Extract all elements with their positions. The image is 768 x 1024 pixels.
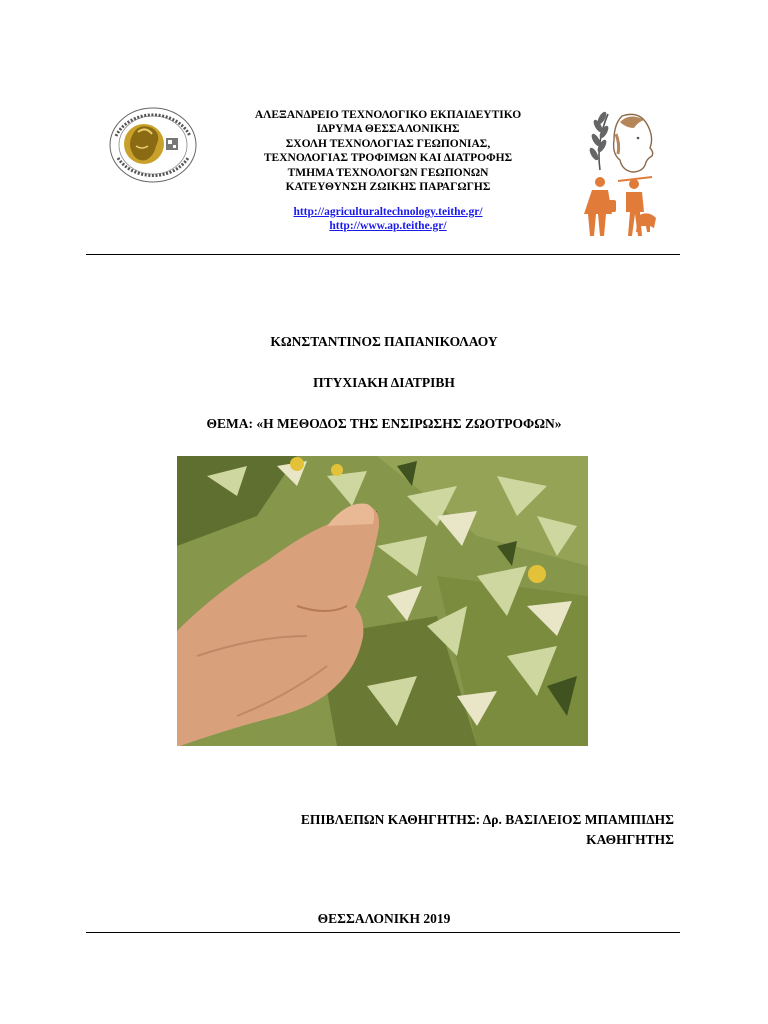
institution-links bbox=[200, 205, 576, 233]
place-and-year: ΘΕΣΣΑΛΟΝΙΚΗ 2019 bbox=[317, 911, 451, 926]
supervisor-line: ΕΠΙΒΛΕΠΩΝ ΚΑΘΗΓΗΤΗΣ: Δρ. ΒΑΣΙΛΕΙΟΣ ΜΠΑΜΠΙΔΗΣ bbox=[300, 812, 674, 827]
footer-divider bbox=[86, 932, 680, 933]
thesis-subject: ΘΕΜΑ: «Η ΜΕΘΟΔΟΣ ΤΗΣ ΕΝΣΙΡΩΣΗΣ ΖΩΟΤΡΟΦΩΝ» bbox=[206, 416, 562, 431]
institution-line: ΣΧΟΛΗ ΤΕΧΝΟΛΟΓΙΑΣ ΓΕΩΠΟΝΙΑΣ, bbox=[285, 137, 491, 150]
institution-name bbox=[200, 108, 576, 194]
document-header bbox=[0, 0, 768, 250]
institution-line: ΙΔΡΥΜΑ ΘΕΣΣΑΛΟΝΙΚΗΣ bbox=[316, 123, 460, 136]
silage-in-hand-photo bbox=[177, 456, 588, 746]
thesis-type: ΠΤΥΧΙΑΚΗ ΔΙΑΤΡΙΒΗ bbox=[313, 375, 455, 390]
institution-line: ΚΑΤΕΥΘΥΝΣΗ ΖΩΙΚΗΣ ΠΑΡΑΓΩΓΗΣ bbox=[285, 181, 491, 194]
supervisor-block bbox=[200, 810, 674, 850]
header-divider bbox=[86, 254, 680, 255]
institution-line: ΑΛΕΞΑΝΔΡΕΙΟ ΤΕΧΝΟΛΟΓΙΚΟ ΕΚΠΑΙΔΕΥΤΙΚΟ bbox=[254, 109, 522, 121]
supervisor-title: ΚΑΘΗΓΗΤΗΣ bbox=[586, 832, 674, 847]
ap-teithe-link[interactable]: http://www.ap.teithe.gr/ bbox=[329, 220, 447, 232]
wheat-head-and-farmers-logo-icon bbox=[572, 104, 662, 244]
agriculturaltechnology-link[interactable]: http://agriculturaltechnology.teithe.gr/ bbox=[293, 206, 483, 218]
author-name: ΚΩΝΣΤΑΝΤΙΝΟΣ ΠΑΠΑΝΙΚΟΛΑΟΥ bbox=[270, 334, 498, 349]
institution-line: ΤΜΗΜΑ ΤΕΧΝΟΛΟΓΩΝ ΓΕΩΠΟΝΩΝ bbox=[287, 166, 489, 179]
alexander-seal-logo-icon bbox=[108, 106, 198, 184]
institution-line: ΤΕΧΝΟΛΟΓΙΑΣ ΤΡΟΦΙΜΩΝ ΚΑΙ ΔΙΑΤΡΟΦΗΣ bbox=[263, 152, 513, 165]
